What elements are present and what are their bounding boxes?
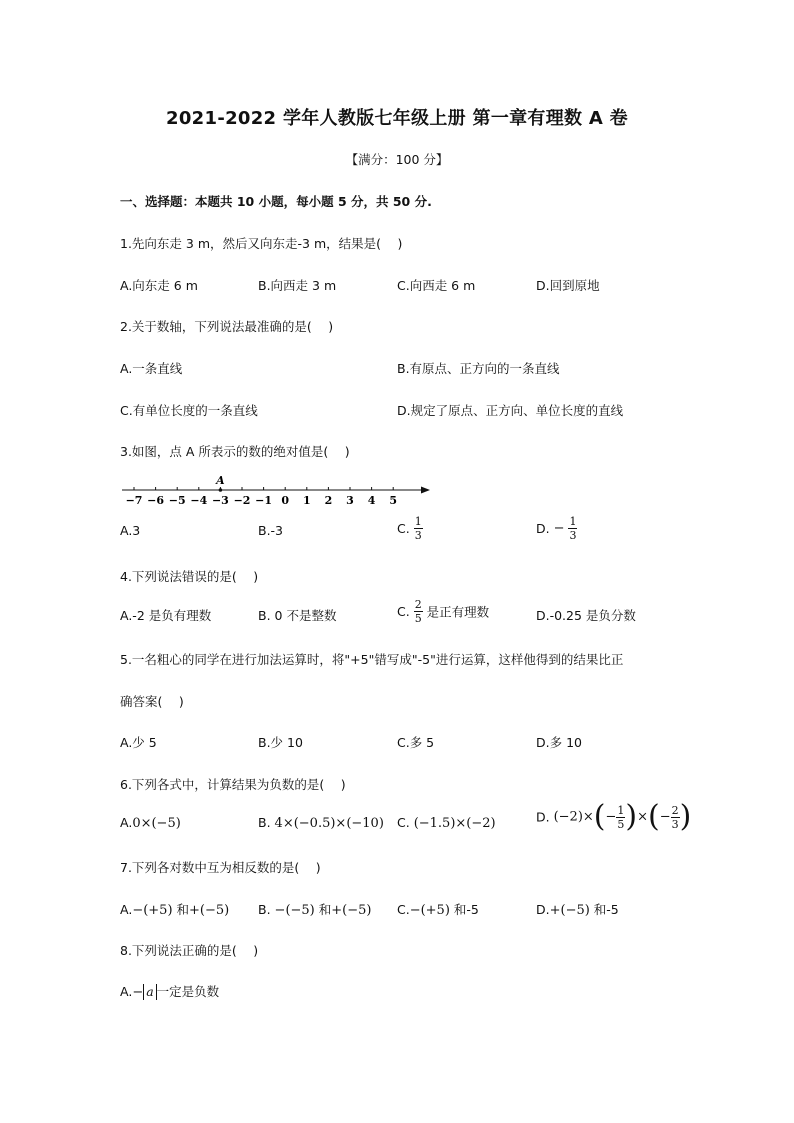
section-heading: 一、选择题：本题共 10 小题，每小题 5 分，共 50 分. xyxy=(120,194,432,209)
question-5-stem-line2: 确答案( ) xyxy=(120,694,184,709)
q1-option-c: C.向西走 6 m xyxy=(397,278,476,293)
q6-option-c xyxy=(397,815,496,831)
axis-tick-label: −1 xyxy=(255,494,273,507)
q3-c-denominator: 3 xyxy=(414,529,422,542)
q3-d-denominator: 3 xyxy=(569,529,577,542)
q6-d-fraction-2 xyxy=(671,805,680,830)
axis-tick-label: −5 xyxy=(168,494,186,507)
q4-c-fraction xyxy=(414,599,423,624)
q3-d-sign: − xyxy=(553,521,565,536)
q7-option-d xyxy=(536,900,619,918)
q6-d-paren-open-1: ( xyxy=(593,799,606,834)
q7-a-expression-2: +(−5) xyxy=(189,903,230,918)
q8-a-absolute-value: a xyxy=(143,984,156,1000)
q8-a-prefix: A. xyxy=(120,984,133,999)
q3-option-c xyxy=(397,516,423,541)
q4-c-prefix: C. xyxy=(397,604,410,619)
q6-d-f1-denominator: 5 xyxy=(617,817,625,831)
q4-c-numerator: 2 xyxy=(414,598,422,611)
question-6-stem: 6.下列各式中，计算结果为负数的是( ) xyxy=(120,777,346,792)
q7-c-expression-1: −(+5) xyxy=(409,903,450,918)
q6-d-times: × xyxy=(637,809,649,825)
q4-c-suffix: 是正有理数 xyxy=(426,604,490,620)
axis-tick-label: 1 xyxy=(302,494,311,507)
q6-d-f2-denominator: 3 xyxy=(671,817,679,831)
q3-c-fraction xyxy=(414,516,423,541)
question-1-stem: 1.先向东走 3 m，然后又向东走-3 m，结果是( ) xyxy=(120,236,403,251)
q5-option-a: A.少 5 xyxy=(120,735,157,750)
q7-d-prefix: D. xyxy=(536,902,550,917)
q5-option-d: D.多 10 xyxy=(536,735,582,750)
q6-d-prefix: D. xyxy=(536,809,550,825)
question-8-stem: 8.下列说法正确的是( ) xyxy=(120,943,259,958)
q8-option-a xyxy=(120,982,219,1000)
q6-option-b xyxy=(258,815,384,831)
axis-tick-label: −4 xyxy=(190,494,208,507)
point-a-marker xyxy=(219,488,223,492)
q4-option-a: A.-2 是负有理数 xyxy=(120,608,212,623)
q7-d-rest: 和-5 xyxy=(593,902,619,917)
q6-a-expression: 0×(−5) xyxy=(132,816,181,831)
q6-d-paren-close-1: ) xyxy=(625,799,638,834)
q6-d-paren-open-2: ( xyxy=(648,799,660,834)
question-2-stem: 2.关于数轴，下列说法最准确的是( ) xyxy=(120,319,334,334)
q1-option-b: B.向西走 3 m xyxy=(258,278,337,293)
page-title: 2021-2022 学年人教版七年级上册 第一章有理数 A 卷 xyxy=(166,108,628,129)
question-3-stem: 3.如图，点 A 所表示的数的绝对值是( ) xyxy=(120,444,350,459)
q7-b-expression-2: +(−5) xyxy=(331,903,372,918)
axis-tick-label: 3 xyxy=(346,494,354,507)
q8-a-minus: − xyxy=(132,985,144,1000)
q7-a-prefix: A. xyxy=(120,902,133,917)
q1-option-d: D.回到原地 xyxy=(536,278,600,293)
q3-d-prefix: D. xyxy=(536,521,550,536)
question-4-stem: 4.下列说法错误的是( ) xyxy=(120,569,259,584)
axis-tick-label: 5 xyxy=(389,494,398,507)
q2-option-a: A.一条直线 xyxy=(120,361,183,376)
q3-d-fraction xyxy=(568,516,577,541)
q7-option-c xyxy=(397,900,479,918)
q3-c-numerator: 1 xyxy=(414,515,422,528)
q7-a-and: 和 xyxy=(176,902,190,917)
q7-c-rest: 和-5 xyxy=(453,902,479,917)
axis-tick-label: −7 xyxy=(125,494,143,507)
q6-d-lead: (−2)× xyxy=(553,809,594,825)
number-line-arrow xyxy=(421,487,430,494)
q5-option-c: C.多 5 xyxy=(397,735,435,750)
q4-option-b: B. 0 不是整数 xyxy=(258,608,337,623)
q4-option-c xyxy=(397,599,489,624)
score-note: 【满分：100 分】 xyxy=(345,152,449,167)
q1-option-a: A.向东走 6 m xyxy=(120,278,198,293)
q7-option-a xyxy=(120,900,229,918)
q3-d-numerator: 1 xyxy=(569,515,577,528)
number-line-figure xyxy=(118,474,438,510)
q8-a-rest: 一定是负数 xyxy=(156,984,220,999)
q7-c-prefix: C. xyxy=(397,902,410,917)
q3-option-d xyxy=(536,516,577,541)
q4-option-d: D.-0.25 是负分数 xyxy=(536,608,636,623)
question-5-stem-line1: 5.一名粗心的同学在进行加法运算时，将"+5"错写成"-5"进行运算，这样他得到的结果比正 xyxy=(120,652,624,667)
q7-b-and: 和 xyxy=(318,902,332,917)
q7-b-prefix: B. xyxy=(258,902,271,917)
q6-b-expression: 4×(−0.5)×(−10) xyxy=(274,816,384,831)
axis-tick-label: 4 xyxy=(367,494,376,507)
q6-d-paren-close-2: ) xyxy=(679,799,692,834)
q3-option-b: B.-3 xyxy=(258,523,284,538)
q6-b-prefix: B. xyxy=(258,815,271,830)
q6-d-minus-2: − xyxy=(659,809,671,825)
q3-option-a: A.3 xyxy=(120,523,141,538)
q6-c-expression: (−1.5)×(−2) xyxy=(413,816,496,831)
q4-c-denominator: 5 xyxy=(414,612,422,625)
axis-tick-label: −6 xyxy=(147,494,165,507)
q2-option-c: C.有单位长度的一条直线 xyxy=(120,403,258,418)
q3-c-prefix: C. xyxy=(397,521,410,536)
q7-d-expression-1: +(−5) xyxy=(549,903,590,918)
axis-tick-label: −3 xyxy=(211,494,229,507)
q7-b-expression-1: −(−5) xyxy=(274,903,315,918)
q2-option-b: B.有原点、正方向的一条直线 xyxy=(397,361,560,376)
point-a-label: A xyxy=(216,474,225,487)
q7-a-expression-1: −(+5) xyxy=(132,903,173,918)
question-7-stem: 7.下列各对数中互为相反数的是( ) xyxy=(120,860,321,875)
axis-tick-label: 2 xyxy=(324,494,333,507)
q6-option-a xyxy=(120,815,181,831)
q6-d-f1-numerator: 1 xyxy=(617,803,625,817)
axis-tick-label: −2 xyxy=(233,494,251,507)
q7-option-b xyxy=(258,900,371,918)
q5-option-b: B.少 10 xyxy=(258,735,303,750)
q6-c-prefix: C. xyxy=(397,815,410,830)
q6-option-d xyxy=(536,799,692,834)
q6-a-prefix: A. xyxy=(120,815,133,830)
axis-tick-label: 0 xyxy=(281,494,290,507)
q2-option-d: D.规定了原点、正方向、单位长度的直线 xyxy=(397,403,624,418)
q6-d-minus-1: − xyxy=(605,809,617,825)
q6-d-f2-numerator: 2 xyxy=(671,803,679,817)
